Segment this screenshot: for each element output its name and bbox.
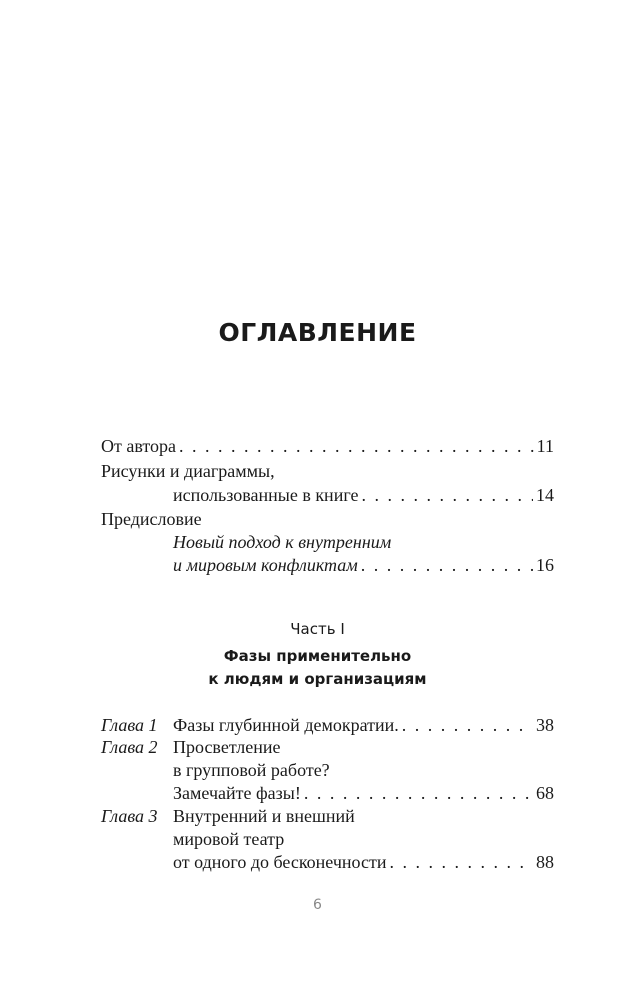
toc-entry-page: 88 [536, 852, 554, 872]
dot-leader [361, 553, 533, 577]
toc-entry-title: Фазы глубинной демократии. [173, 715, 399, 735]
dot-leader [361, 483, 533, 507]
part-title-line: к людям и организациям [208, 670, 427, 688]
toc-entry-title: в групповой работе? [173, 760, 330, 780]
chapter-label: Глава 1 [101, 715, 158, 735]
dot-leader [389, 850, 533, 874]
toc-entry-title: Предисловие [101, 509, 202, 529]
toc-entry-figures-title [101, 459, 275, 483]
toc-entry-title: от одного до бесконечности [173, 852, 387, 872]
toc-entry-chapter-2-line-2 [173, 758, 330, 782]
toc-entry-chapter-3[interactable] [173, 850, 554, 874]
toc-entry-page: 14 [536, 485, 554, 505]
page-title: ОГЛАВЛЕНИЕ [218, 318, 417, 347]
part-label: Часть I [290, 620, 345, 638]
toc-entry-title: использованные в книге [173, 485, 359, 505]
toc-entry-title: Замечайте фазы! [173, 783, 301, 803]
toc-entry-page: 38 [536, 715, 554, 735]
toc-entry-chapter-3-line-2 [173, 827, 284, 851]
toc-entry-title: От автора [101, 436, 177, 456]
toc-entry-chapter-3-line-1 [173, 804, 355, 828]
dot-leader [179, 434, 534, 458]
toc-entry-title: Внутренний и внешний [173, 806, 355, 826]
dot-leader [304, 781, 533, 805]
page-number: 6 [313, 897, 322, 913]
toc-entry-chapter-1[interactable] [173, 713, 554, 737]
toc-entry-subtitle: и мировым конфликтам [173, 555, 358, 575]
toc-entry-preface[interactable] [173, 553, 554, 577]
chapter-label: Глава 3 [101, 806, 158, 826]
toc-entry-preface-title [101, 507, 202, 531]
toc-entry-preface-subtitle [173, 530, 391, 554]
toc-entry-subtitle: Новый подход к внутренним [173, 532, 392, 552]
dot-leader [402, 713, 533, 737]
toc-entry-title: Просветление [173, 737, 281, 757]
toc-entry-page: 16 [536, 555, 554, 575]
part-title-line: Фазы применительно [223, 647, 412, 665]
toc-entry-title: Рисунки и диаграммы, [101, 461, 275, 481]
toc-entry-figures[interactable] [173, 483, 554, 507]
part-title [0, 645, 635, 691]
toc-entry-page: 68 [536, 783, 554, 803]
toc-entry-author[interactable] [101, 434, 554, 458]
toc-entry-chapter-2[interactable] [173, 781, 554, 805]
toc-entry-title: мировой театр [173, 829, 285, 849]
toc-entry-chapter-2-line-1 [173, 735, 280, 759]
chapter-label: Глава 2 [101, 737, 158, 757]
toc-entry-page: 11 [536, 436, 554, 456]
